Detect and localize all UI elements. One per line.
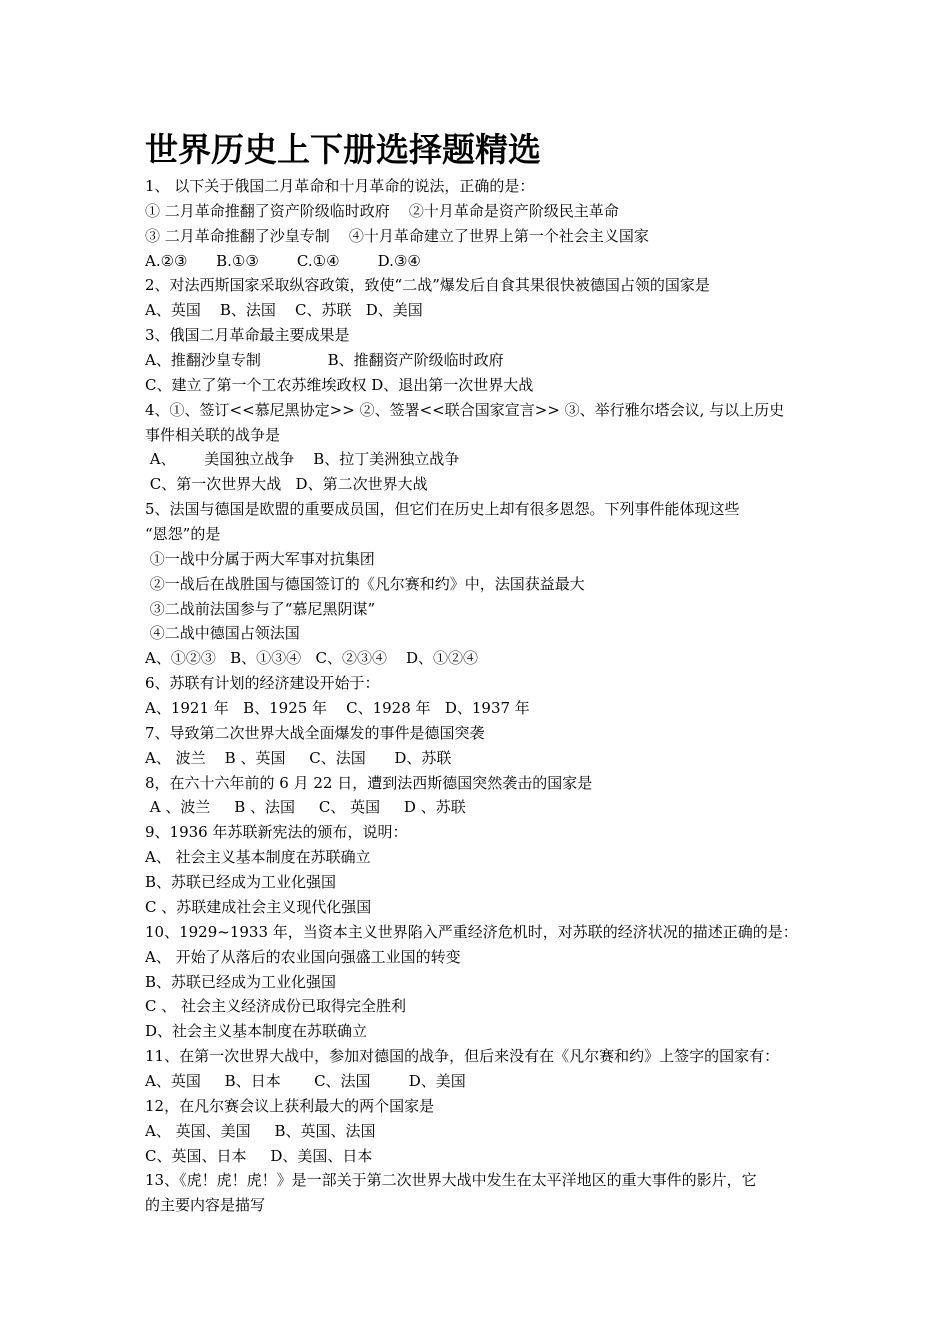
text-line: ① 二月革命推翻了资产阶级临时政府 ②十月革命是资产阶级民主革命 (145, 201, 619, 220)
text-line: ②一战后在战胜国与德国签订的《凡尔赛和约》中，法国获益最大 (145, 574, 585, 593)
text-line: 10、1929~1933 年，当资本主义世界陷入严重经济危机时，对苏联的经济状况的描述正确的是： (145, 922, 798, 941)
text-line: C 、 社会主义经济成份已取得完全胜利 (145, 997, 407, 1016)
text-line: 事件相关联的战争是 (145, 425, 281, 444)
text-line: 5、法国与德国是欧盟的重要成员国，但它们在历史上却有很多恩怨。下列事件能体现这些 (145, 500, 740, 519)
text-line: 8，在六十六年前的 6 月 22 日，遭到法西斯德国突然袭击的国家是 (145, 773, 593, 792)
text-line: A、1921 年 B、1925 年 C、1928 年 D、1937 年 (145, 699, 530, 718)
text-line: ④二战中德国占领法国 (145, 624, 300, 643)
text-line: B、苏联已经成为工业化强国 (145, 873, 337, 892)
text-line: C、建立了第一个工农苏维埃政权 D、退出第一次世界大战 (145, 375, 534, 394)
text-line: A、 英国、美国 B、英国、法国 (145, 1121, 376, 1140)
text-line: 7、导致第二次世界大战全面爆发的事件是德国突袭 (145, 723, 485, 742)
text-line: 4、①、签订<<慕尼黑协定>> ②、签署<<联合国家宣言>> ③、举行雅尔塔会议, 与以上历史 (145, 400, 785, 419)
text-line: ③二战前法国参与了“慕尼黑阴谋” (145, 599, 376, 618)
text-line: A.②③ B.①③ C.①④ D.③④ (145, 251, 421, 270)
text-line: A、 社会主义基本制度在苏联确立 (145, 848, 371, 867)
text-line: C、英国、日本 D、美国、日本 (145, 1146, 373, 1165)
text-line: 6、苏联有计划的经济建设开始于： (145, 674, 380, 693)
text-line: C 、苏联建成社会主义现代化强国 (145, 897, 372, 916)
text-line: A、 美国独立战争 B、拉丁美洲独立战争 (145, 450, 460, 469)
text-line: 的主要内容是描写 (145, 1196, 266, 1215)
text-line: 12，在凡尔赛会议上获利最大的两个国家是 (145, 1096, 435, 1115)
text-line: 11、在第一次世界大战中，参加对德国的战争，但后来没有在《凡尔赛和约》上签字的国家有： (145, 1047, 780, 1066)
text-line: 1、 以下关于俄国二月革命和十月革命的说法，正确的是： (145, 177, 535, 195)
text-line: A、英国 B、法国 C、苏联 D、美国 (145, 301, 423, 320)
text-line: ①一战中分属于两大军事对抗集团 (145, 549, 375, 568)
text-line: ③ 二月革命推翻了沙皇专制 ④十月革命建立了世界上第一个社会主义国家 (145, 226, 649, 245)
question-list (145, 174, 825, 1218)
text-line: C、第一次世界大战 D、第二次世界大战 (145, 475, 428, 494)
text-line: B、苏联已经成为工业化强国 (145, 972, 337, 991)
text-line: 13、《虎！虎！虎！》是一部关于第二次世界大战中发生在太平洋地区的重大事件的影片，它 (145, 1171, 757, 1190)
text-line: A、①②③ B、①③④ C、②③④ D、①②④ (145, 649, 479, 668)
text-line: A 、波兰 B 、法国 C、 英国 D 、苏联 (145, 798, 466, 817)
text-line: A、 波兰 B 、英国 C、法国 D、苏联 (145, 748, 452, 767)
text-line: A、推翻沙皇专制 B、推翻资产阶级临时政府 (145, 351, 504, 370)
text-line: A、 开始了从落后的农业国向强盛工业国的转变 (145, 947, 461, 966)
text-line: 9、1936 年苏联新宪法的颁布，说明： (145, 823, 408, 842)
text-line: 2、对法西斯国家采取纵容政策，致使“二战”爆发后自食其果很快被德国占领的国家是 (145, 276, 710, 295)
text-line: D、社会主义基本制度在苏联确立 (145, 1022, 368, 1041)
text-line: A、英国 B、日本 C、法国 D、美国 (145, 1071, 466, 1090)
page-title: 世界历史上下册选择题精选 (145, 130, 541, 169)
text-line: “恩怨”的是 (145, 525, 221, 544)
text-line: 3、俄国二月革命最主要成果是 (145, 326, 350, 345)
